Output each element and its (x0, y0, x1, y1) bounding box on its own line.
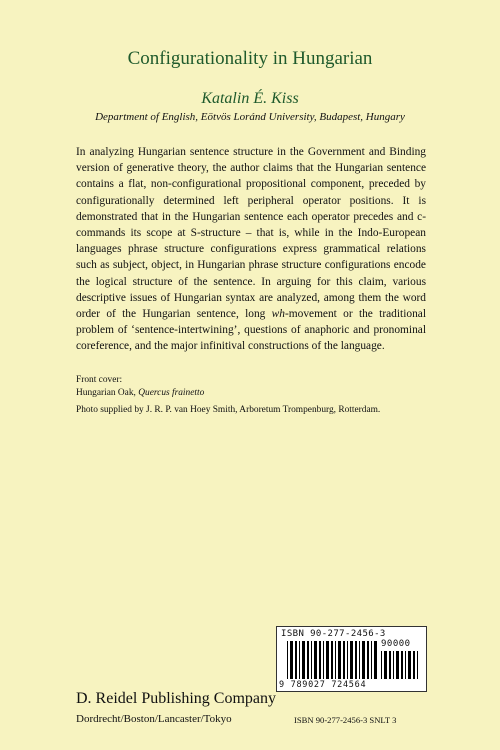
isbn-series-line: ISBN 90-277-2456-3 SNLT 3 (294, 715, 397, 725)
barcode-ean-digits: 9 789027 724564 (279, 680, 367, 690)
barcode (276, 626, 427, 692)
author-affiliation: Department of English, Eötvös Loránd University, Budapest, Hungary (95, 111, 405, 123)
abstract-paragraph (76, 144, 426, 355)
abstract-wh-term: wh (271, 308, 285, 321)
abstract-text-part2: -movement or the traditional problem of ‘sentence-intertwining’, questions of anaphoric and pronominal coreference, and the major infinitival constructions of the language. (76, 308, 426, 353)
front-cover-caption (76, 387, 204, 400)
front-cover-credit (76, 374, 204, 399)
author-name: Katalin É. Kiss (201, 90, 299, 107)
front-cover-label: Front cover: (76, 375, 123, 385)
photo-credit: Photo supplied by J. R. P. van Hoey Smith, Arboretum Trompenburg, Rotterdam. (76, 405, 381, 415)
publisher-cities: Dordrecht/Boston/Lancaster/Tokyo (76, 713, 232, 725)
addon-barcode-bars (381, 651, 421, 679)
ean-barcode-bars (287, 641, 379, 679)
cover-common-name: Hungarian Oak, (76, 387, 139, 398)
barcode-isbn-text: ISBN 90-277-2456-3 (281, 629, 386, 639)
cover-latin-name: Quercus frainetto (138, 387, 205, 398)
barcode-price-code: 90000 (381, 639, 411, 649)
abstract-text-part1: In analyzing Hungarian sentence structure in the Government and Binding version of generative theory, the author claims that the Hungarian sentence contains a flat, non-configurational propositional component, preceded by configurationally determined left peripheral operator positions. It is demonstrated that in the Hungarian sentence each operator precedes and c-commands its scope at S-structure – that is, while in the Indo-European languages phrase structure configurations express grammatical relations such as subject, object, in Hungarian phrase structure configurations encode the logical structure of the sentence. In arguing for this claim, various descriptive issues of Hungarian syntax are analyzed, among them the word order of the Hungarian sentence, long (76, 146, 426, 321)
publisher-name: D. Reidel Publishing Company (76, 690, 276, 707)
book-title: Configurationality in Hungarian (127, 48, 373, 69)
